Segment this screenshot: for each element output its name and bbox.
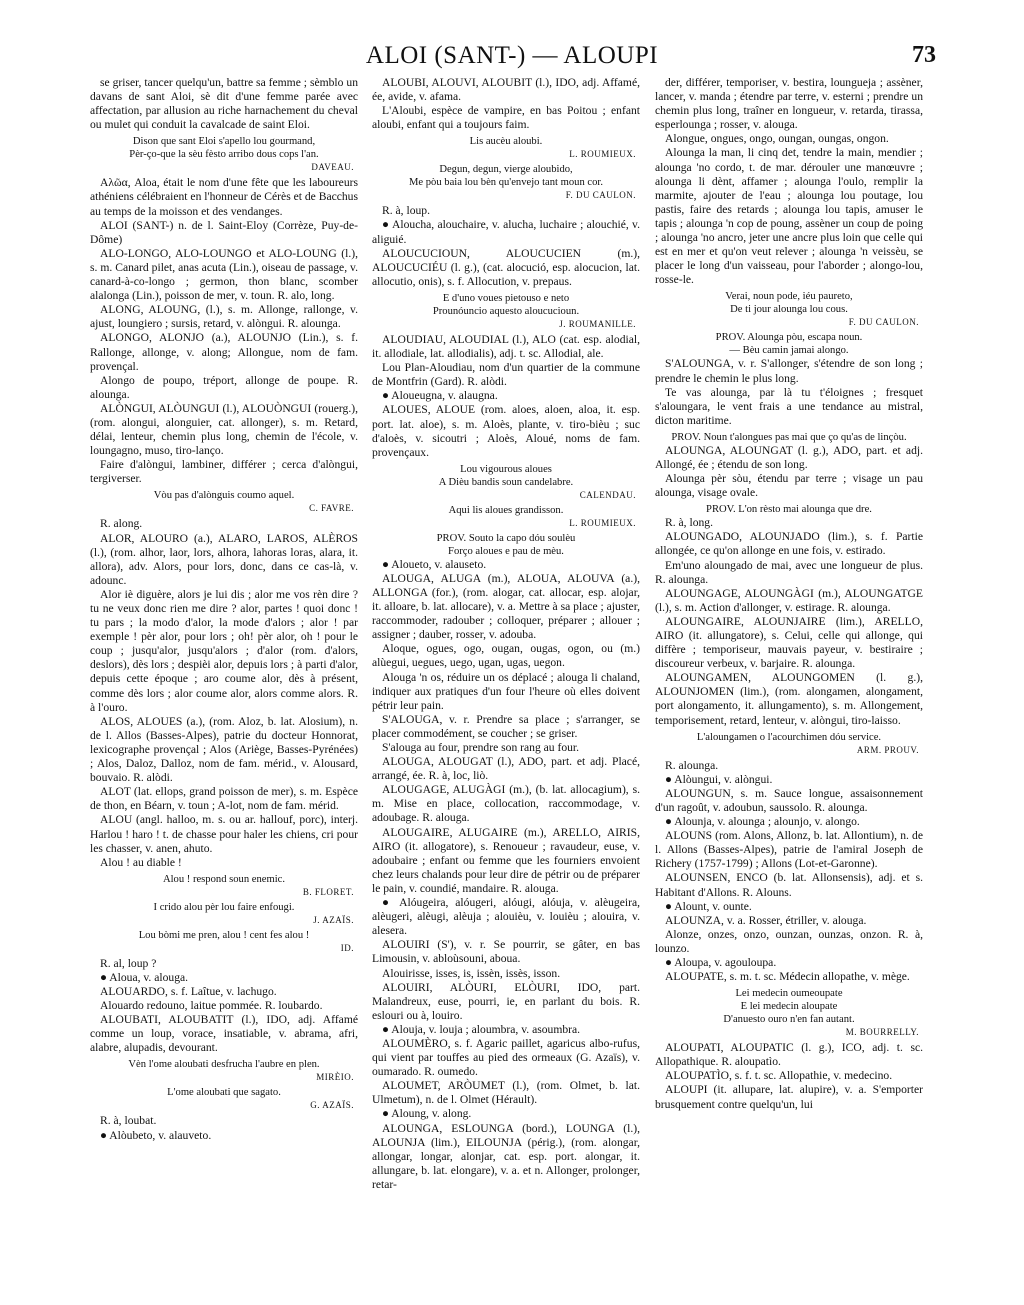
dictionary-entry: ALOS, ALOUES (a.), (rom. Aloz, b. lat. Alosium), n. de l. Allos (Basses-Alpes), patrie du docteur Honnorat, lexicographe provençal ; Alos (Ariège, Basses-Pyrénées) ; Alos, Daloz, Dalloz, nom de fam. mérid., v. Alousard, bouvaio. R. alòdi. bbox=[90, 714, 358, 785]
dictionary-entry: ALÒNGUI, ALÒUNGUI (l.), ALOUÒNGUI (rouerg.), (rom. alongui, alonguier, cat. allonger), s. m. Retard, délai, lenteur, chemin plus long, chemin de l'école, v. loungagno, muso, tiro-lanço. bbox=[90, 401, 358, 458]
citation-author: B. FLORET. bbox=[302, 886, 354, 897]
dictionary-entry: ALOUNZA, v. a. Rosser, étriller, v. alouga. bbox=[665, 913, 867, 927]
page-header bbox=[0, 40, 1024, 72]
dictionary-entry: Alouardo redouno, laitue pommée. R. loubardo. bbox=[100, 999, 323, 1013]
dictionary-entry: ● Aloua, v. alouga. bbox=[100, 970, 189, 984]
dictionary-entry: ALOUIRI (S'), v. r. Se pourrir, se gâter, en bas Limousin, v. abloùsouni, abouа. bbox=[372, 938, 640, 966]
dictionary-entry: ALO-LONGO, ALO-LOUNGO et ALO-LOUNG (l.), s. m. Canard pilet, anas acuta (Lin.), oiseau de passage, v. canard-à-co-longo ; germon, thon blanc, scomber alalonga (Lin.), poisson de mer, v. toun. R. alo, long. bbox=[90, 246, 358, 303]
dictionary-entry: ALOUGAIRE, ALUGAIRE (m.), ARELLO, AIRIS, AIRO (it. allogatore), s. Renoueur ; ravaudeur, euse, v. adoubaire ; enfant ou femme que les fourniers envoient chez leurs chalands pour leur dire de pétrir ou de préparer le pain, v. coundié, mandaire. R. alouga. bbox=[372, 825, 640, 895]
page-number: 73 bbox=[912, 42, 936, 68]
dictionary-entry: ALONG, ALOUNG, (l.), s. m. Allonge, rallonge, v. ajust, loungiero ; sursis, retard, v. alòngui. R. alounga. bbox=[90, 303, 358, 331]
citation-author: ID. bbox=[340, 942, 354, 953]
column-2 bbox=[372, 76, 640, 1286]
citation-verse: Verai, noun pode, iéu paureto, De ti jour alounga lou cous. bbox=[725, 291, 853, 316]
dictionary-entry: Aloque, ogues, ogo, ougan, ougas, ogon, ou (m.) alùegui, uegues, uego, ugan, ugas, uegon. bbox=[372, 642, 640, 670]
citation-verse: Lou bòmi me pren, alou ! cent fes alou ! bbox=[138, 929, 310, 941]
citation-verse: PROV. Souto la capo dóu soulèu Forço aloues e pau de mèu. bbox=[436, 532, 576, 557]
dictionary-entry: ALOUCUCIOUN, ALOUCUCIEN (m.), ALOUCUCIÉU (l. g.), (cat. alocució, esp. alocucion, lat. allocutio, onis), s. f. Allocution, v. prepaus. bbox=[372, 246, 640, 288]
dictionary-entry: ALOUIRI, ALÒURI, ELÒURI, IDO, part. Malandreux, euse, pourri, ie, en parlant du bois. R. eslouri ou à, louiro. bbox=[372, 980, 640, 1022]
dictionary-entry: Alou ! au diable ! bbox=[100, 855, 182, 869]
citation-verse: PROV. Alounga pòu, escapa noun. — Bèu camin jamai alongo. bbox=[715, 332, 863, 357]
citation-author: G. AZAÏS. bbox=[310, 1100, 354, 1111]
dictionary-entry: ALOUGAGE, ALUGÀGI (m.), (b. lat. allocagium), s. m. Mise en place, collocation, raccommodage, v. adoubage. R. alouga. bbox=[372, 783, 640, 825]
dictionary-entry: Alor iè diguère, alors je lui dis ; alor me vos rèn dire ? tu ne veux donc rien me dire ? alor, partes ! quoi donc ! tu pars ; la modo d'alor, la mode d'alors ; alor ! par exemple ! pèr alor, pour lors ; oh! pèr alor, oh ! pour le coup ; jusqu'alor, jusqu'alors ; d'alor (rom. d'alors, deslors), dès lors ; despièi alor, depuis lors ; à parti d'alor, depuis cette époque ; aro coume alor, dès à présent, comme dès lors ; alor coume alor, alors comme alors. R. à l'ouro. bbox=[90, 587, 358, 714]
citation-verse: Lis aucèu aloubi. bbox=[469, 136, 543, 148]
dictionary-entry: ALOUNGADO, ALOUNJADO (lim.), s. f. Partie allongée, ce qu'on allonge en une fois, v. estirado. bbox=[655, 530, 923, 558]
citation-author: M. BOURRELLY. bbox=[845, 1027, 919, 1038]
dictionary-entry: ALOUARDO, s. f. Laîtue, v. lachugo. bbox=[100, 984, 277, 998]
citation-author: L. ROUMIEUX. bbox=[569, 517, 636, 528]
citation-author: CALENDAU. bbox=[579, 489, 636, 500]
dictionary-entry: ALOUDIAU, ALOUDIAL (l.), ALO (cat. esp. alodial, it. allodiale, lat. allodialis), adj. t. sc. Allodial, ale. bbox=[372, 332, 640, 361]
dictionary-entry: ALOR, ALOURO (a.), ALARO, LAROS, ALÈROS (l.), (rom. alhor, laor, lors, alhora, lahoras loras, alara, it. allora), adv. Alors, pour lors, donc, dans ce cas-là, v. adounc. bbox=[90, 531, 358, 587]
citation-verse: Dison que sant Eloi s'apello lou gourmand, Pèr-ço-que la sèu fèsto arribo dous cops l'an. bbox=[129, 136, 319, 161]
dictionary-entry: ● Alouja, v. louja ; aloumbra, v. asoumbra. bbox=[382, 1022, 581, 1036]
column-1 bbox=[90, 76, 358, 1286]
citation-author: ARM. PROUV. bbox=[856, 744, 919, 755]
dictionary-entry: ALOUNSEN, ENCO (b. lat. Allonsensis), adj. et s. Habitant d'Allons. R. Alouns. bbox=[655, 871, 923, 899]
dictionary-entry: Alongue, ongues, ongo, oungan, oungas, ongon. bbox=[665, 132, 889, 146]
dictionary-entry: R. al, loup ? bbox=[100, 956, 157, 970]
dictionary-entry: Alounga la man, li cinq det, tendre la main, mendier ; alounga 'no cordo, t. de mar. dérouler une manœuvre ; alounga li dènt, affamer ; alounga l'oulo, remplir la marmite, ajouter de l'eau ; alounga lou poutage, lou pastis, faire des retards ; alounga lou tapis, amuser le tapis ; alounga 'n cop de poung, assèner un coup de poing ; alounga 'no ancro, jeter une ancre plus loin que celle qui est en mer et qu'on veut relever ; alounga 'n veissèu, se placer le long d'un vaisseau, pour l'aborder ; alongo-lou, rosse-le. bbox=[655, 146, 923, 287]
dictionary-entry: ● Alóugeira, alóugeri, alóugi, alóuja, v. alèugeira, alèugeri, alèugi, alèuja ; alouièu, v. louièu ; alouira, v. alesera. bbox=[372, 896, 640, 938]
dictionary-entry: Faire d'alòngui, lambiner, différer ; cerca d'alòngui, tergiverser. bbox=[90, 458, 358, 486]
dictionary-entry: S'alouga au four, prendre son rang au four. bbox=[382, 741, 580, 754]
dictionary-entry: R. à, loubat. bbox=[100, 1114, 157, 1128]
column-3 bbox=[655, 76, 923, 1286]
dictionary-entry: Te vas alounga, par là tu t'éloignes ; fresquet s'aloungara, le vent frais a une tendance au mistral, dicton maritime. bbox=[655, 385, 923, 427]
citation-verse: Aqui lis aloues grandisson. bbox=[448, 504, 564, 516]
dictionary-entry: ALOUPATÌO, s. f. t. sc. Allopathie, v. medecino. bbox=[665, 1069, 893, 1083]
dictionary-entry: ALOUNGA, ESLOUNGA (bord.), LOUNGA (l.), ALOUNJA (lim.), EILOUNJA (périg.), (rom. alongar, allongar, longar, alonjar, cat. esp. port. alongar, it. allungare, b. lat. elongare), v. a. et n. Allonger, prolonger, retar- bbox=[372, 1121, 640, 1191]
dictionary-entry: ALOUPATI, ALOUPATIC (l. g.), ICO, adj. t. sc. Allopathique. R. aloupatìo. bbox=[655, 1041, 923, 1069]
dictionary-entry: ALOUNGAMEN, ALOUNGOMEN (l. g.), ALOUNJOMEN (lim.), (rom. alongamen, alongament, port alongamento, it. allungamento), s. m. Allongement, temporisement, retard, lenteur, v. alòngui, tiro-laisso. bbox=[655, 671, 923, 727]
dictionary-entry: L'Aloubi, espèce de vampire, en bas Poitou ; enfant aloubi, enfant qui a toujours faim. bbox=[372, 104, 640, 132]
dictionary-entry: S'ALOUGA, v. r. Prendre sa place ; s'arranger, se placer commodément, se coucher ; se griser. bbox=[372, 712, 640, 740]
dictionary-entry: Alouirisse, isses, is, issèn, issès, isson. bbox=[382, 966, 561, 980]
dictionary-entry: R. à, long. bbox=[665, 516, 713, 530]
dictionary-entry: ALOUNGA, ALOUNGAT (l. g.), ADO, part. et adj. Allongé, ée ; étendu de son long. bbox=[655, 443, 923, 471]
dictionary-entry: Lou Plan-Aloudiau, nom d'un quartier de la commune de Montfrin (Gard). R. alòdi. bbox=[372, 361, 640, 389]
dictionary-entry: Alounga pèr sòu, étendu par terre ; visage un pau alounga, visage ovale. bbox=[655, 472, 923, 500]
dictionary-entry: ALOUBI, ALOUVI, ALOUBIT (l.), IDO, adj. Affamé, ée, avide, v. afama. bbox=[372, 76, 640, 104]
dictionary-entry: ALOUMÈRO, s. f. Agaric paillet, agaricus albo-rufus, qui vient par touffes au pied des ormeaux (G. Azaïs), v. oumarado. R. oumedo. bbox=[372, 1036, 640, 1079]
dictionary-entry: ALOUPI (it. allupare, lat. alupire), v. a. S'emporter brusquement contre quelqu'un, lui bbox=[655, 1083, 923, 1111]
dictionary-entry: ALOUNGAIRE, ALOUNJAIRE (lim.), ARELLO, AIRO (it. allungatore), s. Celui, celle qui allonge, qui diffère ; temporiseur, mauvais payeur, v. bestiraire ; discoureur verbeux, v. barjaire. R. alounga. bbox=[655, 614, 923, 671]
citation-author: MIRÈIO. bbox=[316, 1072, 354, 1083]
citation-verse: Alou ! respond soun enemic. bbox=[162, 873, 286, 885]
dictionary-entry: ● Aloueugna, v. alaugna. bbox=[382, 389, 498, 403]
citation-verse: PROV. L'on rèsto mai alounga que dre. bbox=[706, 504, 872, 516]
citation-author: C. FAVRE. bbox=[309, 503, 354, 514]
citation-verse: Degun, degun, vierge aloubido, Me pòu baia lou bèn qu'envejo tant moun cor. bbox=[408, 164, 604, 189]
dictionary-entry: ● Alounja, v. alounga ; alounjo, v. alongo. bbox=[665, 815, 860, 829]
dictionary-entry: ALOUMET, ARÒUMET (l.), (rom. Olmet, b. lat. Ulmetum), n. de l. Olmet (Hérault). bbox=[372, 1079, 640, 1107]
citation-author: J. ROUMANILLE. bbox=[559, 318, 636, 329]
citation-author: F. DU CAULON. bbox=[848, 317, 919, 328]
citation-verse: Lou vigourous aloues A Dièu bandis soun candelabre. bbox=[438, 463, 574, 488]
citation-verse: Vèn l'ome aloubati desfrucha l'aubre en plen. bbox=[128, 1059, 320, 1071]
dictionary-entry: ● Alount, v. ounte. bbox=[665, 899, 752, 913]
dictionary-entry: Alouga 'n os, réduire un os déplacé ; alouga li chaland, indiquer aux pratiques d'un four l'heure où elles doivent pétrir leur pain. bbox=[372, 670, 640, 712]
dictionary-entry: ALOUNGAGE, ALOUNGÀGI (m.), ALOUNGATGE (l.), s. m. Action d'allonger, v. estirage. R. alounga. bbox=[655, 586, 923, 614]
dictionary-entry: se griser, tancer quelqu'un, battre sa femme ; sèmblo un davans de sant Aloi, sè dit d'une femme parée avec affectation, par allusion au riche harnachement du cheval ou mulet qui conduit la cavalcade de saint Eloi. bbox=[90, 76, 358, 132]
citation-verse: L'aloungamen o l'acourchimen dóu service. bbox=[696, 731, 882, 743]
dictionary-entry: ALOT (lat. ellops, grand poisson de mer), s. m. Espèce de thon, en Béarn, v. toun ; A-lot, nom de fam. mérid. bbox=[90, 785, 358, 813]
citation-verse: PROV. Noun t'alongues pas mai que ço qu'as de linçòu. bbox=[671, 431, 907, 443]
dictionary-entry: ● Aloucha, alouchaire, v. alucha, luchaire ; alouchié, v. aliguié. bbox=[372, 218, 640, 246]
dictionary-entry: ● Aloung, v. along. bbox=[382, 1107, 472, 1121]
citation-verse: E d'uno voues pietouso e neto Prounóuncio aquesto aloucucioun. bbox=[432, 292, 580, 317]
dictionary-entry: ● Aloueto, v. alauseto. bbox=[382, 557, 487, 571]
dictionary-entry: ALOUPATE, s. m. t. sc. Médecin allopathe, v. mège. bbox=[665, 970, 910, 984]
dictionary-entry: R. alounga. bbox=[665, 758, 719, 772]
dictionary-entry: Alonze, onzes, onzo, ounzan, ounzas, onzon. R. à, lounzo. bbox=[655, 927, 923, 955]
dictionary-entry: ALOUBATI, ALOUBATIT (l.), IDO, adj. Affamé comme un loup, vorace, insatiable, v. abrama, afri, alabre, alupadis, devourant. bbox=[90, 1013, 358, 1055]
dictionary-entry: ALOUNGUN, s. m. Sauce longue, assaisonnement d'un ragoût, v. adoubun, saussolo. R. alounga. bbox=[655, 786, 923, 814]
dictionary-entry: ALOUGA, ALOUGAT (l.), ADO, part. et adj. Placé, arrangé, ée. R. à, loc, liò. bbox=[372, 755, 640, 783]
citation-verse: Lei medecin oumeoupate E lei medecin aloupate D'anuesto ouro n'en fan autant. bbox=[723, 988, 855, 1026]
citation-author: DAVEAU. bbox=[311, 162, 354, 173]
dictionary-entry: ALOUES, ALOUE (rom. aloes, aloen, aloa, it. esp. port. lat. aloe), s. m. Aloès, plante, v. tiro-bièu ; suc d'aloès, v. sicoutri ; Aloès, Aloué, noms de fam. provençaux. bbox=[372, 403, 640, 459]
dictionary-entry: ● Alòungui, v. alòngui. bbox=[665, 772, 773, 786]
citation-author: J. AZAÏS. bbox=[313, 914, 354, 925]
dictionary-entry: ALOU (angl. halloo, m. s. ou ar. hallouf, porc), interj. Harlou ! haro ! t. de chasse pour haler les chiens, cri pour les chasser, v. anen, ahuto. bbox=[90, 813, 358, 855]
citation-author: L. ROUMIEUX. bbox=[569, 149, 636, 160]
dictionary-entry: ● Aloupa, v. agouloupa. bbox=[665, 955, 777, 969]
dictionary-entry: S'ALOUNGA, v. r. S'allonger, s'étendre de son long ; prendre le chemin le plus long. bbox=[655, 357, 923, 385]
dictionary-entry: R. à, loup. bbox=[382, 204, 430, 218]
dictionary-entry: Alongo de poupo, tréport, allonge de poupe. R. alounga. bbox=[90, 373, 358, 401]
dictionary-entry: ALOUNS (rom. Alons, Allonz, b. lat. Allontium), n. de l. Allons (Basses-Alpes), patrie de l'amiral Joseph de Richery (1757-1799) ; Allons (Lot-et-Garonne). bbox=[655, 829, 923, 871]
citation-verse: L'ome aloubati que sagato. bbox=[167, 1087, 281, 1099]
dictionary-entry: R. along. bbox=[100, 517, 143, 531]
running-title: ALOI (SANT-) — ALOUPI bbox=[365, 42, 659, 69]
dictionary-entry: ● Alòubeto, v. alauveto. bbox=[100, 1128, 212, 1142]
dictionary-entry: ALOUGA, ALUGA (m.), ALOUA, ALOUVA (a.), ALLONGA (for.), (rom. alogar, cat. allocar, esp. alojar, it. alloare, b. lat. allocare), v. a. Mettre à sa place ; ajuster, raccommoder, radouber ; colloquer, préparer ; allouer ; assigner ; dauber, rosser, v. adouba. bbox=[372, 571, 640, 642]
citation-author: F. DU CAULON. bbox=[565, 190, 636, 201]
dictionary-entry: Αλῶα, Aloa, était le nom d'une fête que les laboureurs athéniens célébraient en l'honneur de Cérès et de Bacchus au temps de la moisson et des vendanges. bbox=[90, 176, 358, 218]
citation-verse: I crido alou pèr lou faire enfougi. bbox=[153, 901, 295, 913]
dictionary-entry: der, différer, temporiser, v. bestira, loungueja ; assèner, lancer, v. manda ; étendre par terre, v. esterni ; prendre un chemin plus long, traîner en longueur, v. retarda, tirassa, esperlounga ; rosser, v. alouga. bbox=[655, 76, 923, 132]
citation-verse: Vòu pas d'alònguis coumo aquel. bbox=[153, 490, 295, 502]
dictionary-entry: ALONGO, ALONJO (a.), ALOUNJO (Lin.), s. f. Rallonge, allonge, v. along; Allongue, nom de fam. provençal. bbox=[90, 331, 358, 373]
dictionary-entry: ALOI (SANT-) n. de l. Saint-Eloy (Corrèze, Puy-de-Dôme) bbox=[90, 218, 358, 246]
dictionary-entry: Em'uno aloungado de mai, avec une longueur de plus. R. alounga. bbox=[655, 558, 923, 586]
